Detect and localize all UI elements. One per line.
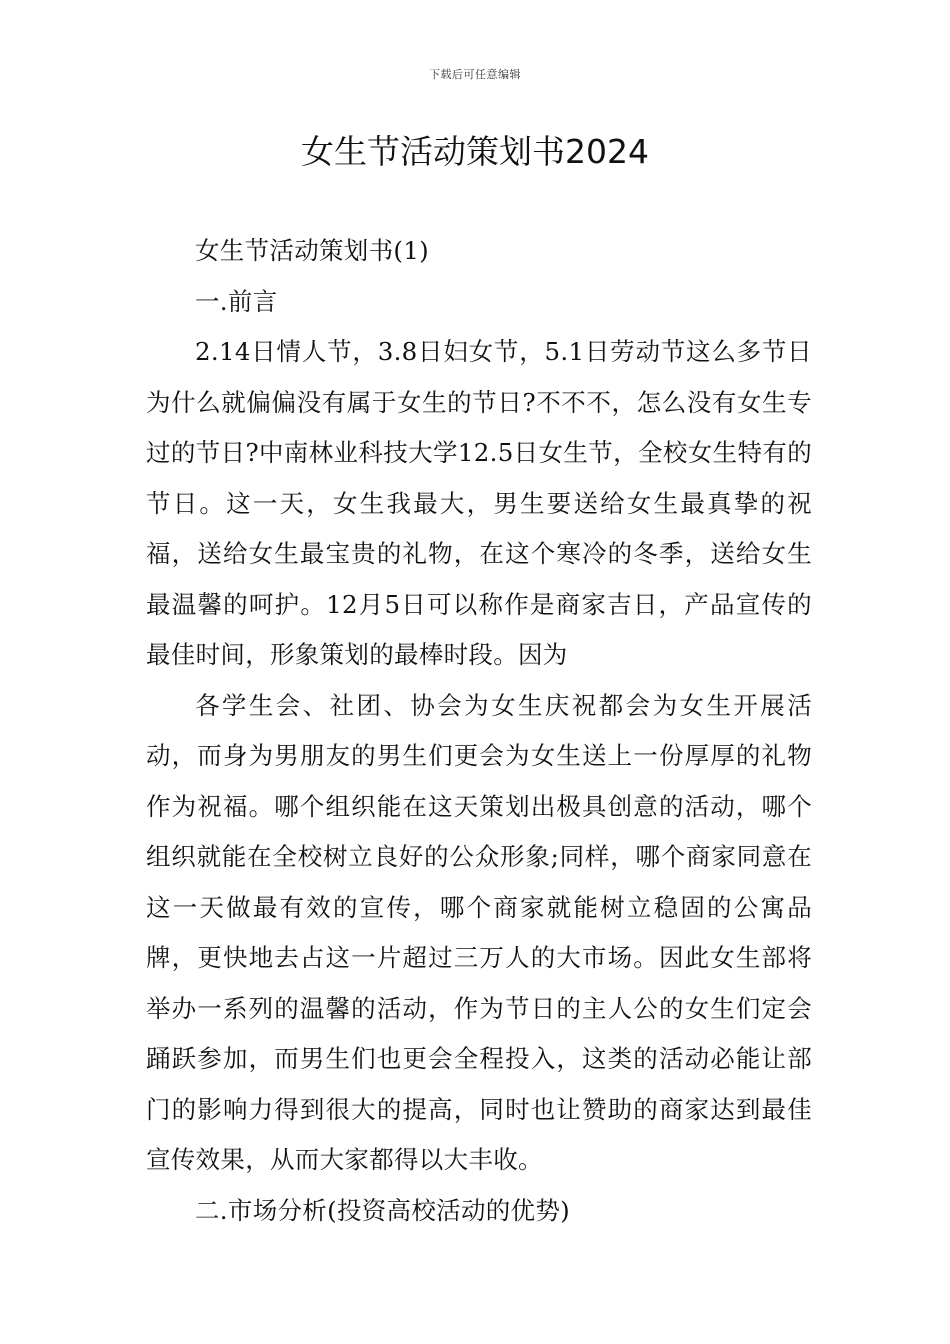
paragraph-subtitle: 女生节活动策划书(1) <box>195 236 430 265</box>
document-body <box>146 226 812 1236</box>
header-note: 下载后可任意编辑 <box>429 68 521 81</box>
section-heading-market-analysis: 二.市场分析(投资高校活动的优势) <box>195 1195 571 1225</box>
paragraph-organizations: 各学生会、社团、协会为女生庆祝都会为女生开展活动，而身为男朋友的男生们更会为女生送上一份厚厚的礼物作为祝福。哪个组织能在这天策划出极具创意的活动，哪个组织就能在全校树立良好的公众形象;同样，哪个商家同意在这一天做最有效的宣传，哪个商家就能树立稳固的公寓品牌，更快地去占这一片超过三万人的大市场。因此女生部将举办一系列的温馨的活动，作为节日的主人公的女生们定会踊跃参加，而男生们也更会全程投入，这类的活动必能让部门的影响力得到很大的提高，同时也让赞助的商家达到最佳宣传效果，从而大家都得以大丰收。 <box>146 690 812 1174</box>
document-title: 女生节活动策划书2024 <box>301 132 649 171</box>
section-heading-preface: 一.前言 <box>195 286 278 316</box>
paragraph-intro: 2.14日情人节，3.8日妇女节，5.1日劳动节这么多节日为什么就偏偏没有属于女生的节日?不不不，怎么没有女生专过的节日?中南林业科技大学12.5日女生节，全校女生特有的节日。这一天，女生我最大，男生要送给女生最真挚的祝福，送给女生最宝贵的礼物，在这个寒冷的冬季，送给女生最温馨的呵护。12月5日可以称作是商家吉日，产品宣传的最佳时间，形象策划的最棒时段。因为 <box>146 337 812 669</box>
